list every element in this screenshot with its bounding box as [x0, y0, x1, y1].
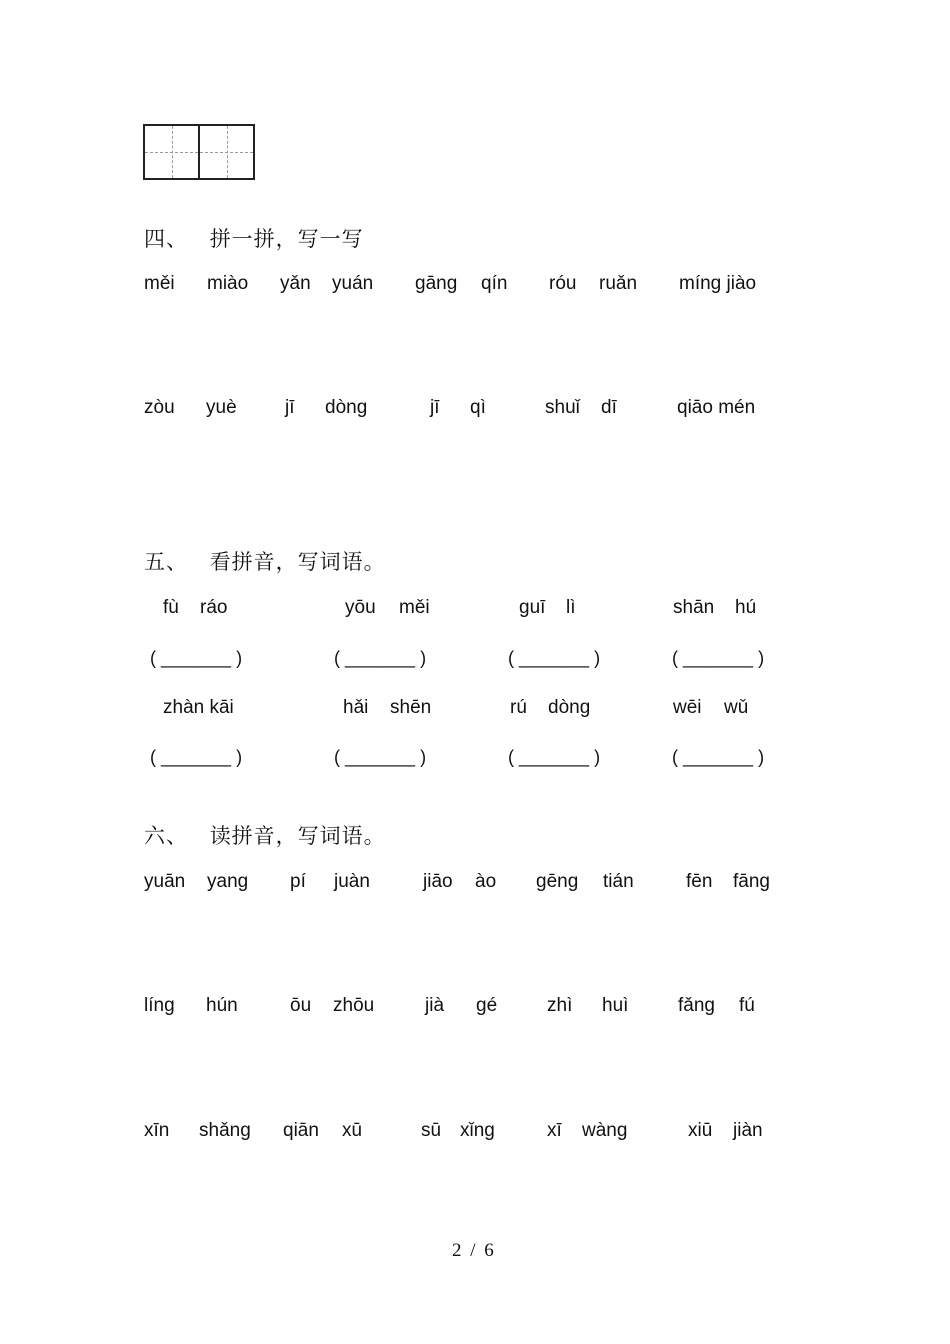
pinyin-syllable: yǎn — [280, 273, 311, 294]
pinyin-syllable: shuǐ — [545, 397, 580, 418]
pinyin-syllable: wǔ — [724, 697, 749, 718]
section-title: 拼一拼，写一写 — [209, 227, 364, 251]
pinyin-syllable: fāng — [733, 871, 770, 892]
pinyin-syllable: hǎi — [343, 697, 369, 718]
answer-blank[interactable]: ( _______ ) — [150, 648, 243, 668]
pinyin-syllable: yuè — [206, 397, 237, 418]
pinyin-syllable: ào — [475, 871, 497, 892]
pinyin-syllable: fēn — [686, 871, 713, 892]
pinyin-syllable: gé — [476, 995, 498, 1016]
pinyin-syllable: fǎng — [678, 995, 715, 1016]
pinyin-syllable: yuān — [144, 871, 186, 892]
pinyin-syllable: shǎng — [199, 1120, 251, 1141]
section-6-heading — [144, 820, 386, 850]
section-number: 五、 — [144, 550, 188, 574]
pinyin-syllable: zhàn kāi — [163, 697, 234, 718]
pinyin-syllable: xū — [342, 1120, 363, 1141]
pinyin-syllable: zòu — [144, 397, 175, 418]
pinyin-syllable: jī — [285, 397, 295, 418]
pinyin-syllable: ōu — [290, 995, 312, 1016]
section-number: 四、 — [144, 227, 188, 251]
pinyin-syllable: tián — [603, 871, 634, 892]
pinyin-syllable: dī — [601, 397, 617, 418]
pinyin-syllable: qín — [481, 273, 508, 294]
section-title: 读拼音，写词语。 — [209, 824, 386, 848]
answer-blank[interactable]: ( _______ ) — [334, 648, 427, 668]
pinyin-syllable: huì — [602, 995, 629, 1016]
pinyin-syllable: lì — [566, 597, 576, 618]
pinyin-syllable: juàn — [334, 871, 370, 892]
answer-blank[interactable]: ( _______ ) — [672, 648, 765, 668]
writing-grid-cell — [198, 126, 253, 178]
pinyin-syllable: míng jiào — [679, 273, 757, 294]
pinyin-syllable: jiāo — [423, 871, 453, 892]
pinyin-syllable: zhōu — [333, 995, 375, 1016]
pinyin-syllable: líng — [144, 995, 175, 1016]
pinyin-syllable: miào — [207, 273, 249, 294]
pinyin-syllable: qiāo mén — [677, 397, 756, 418]
pinyin-syllable: gēng — [536, 871, 579, 892]
pinyin-syllable: shēn — [390, 697, 432, 718]
pinyin-syllable: yang — [207, 871, 249, 892]
pinyin-syllable: ráo — [200, 597, 228, 618]
pinyin-syllable: róu — [549, 273, 577, 294]
pinyin-syllable: dòng — [548, 697, 591, 718]
pinyin-syllable: jī — [430, 397, 440, 418]
pinyin-syllable: yuán — [332, 273, 374, 294]
pinyin-syllable: pí — [290, 871, 306, 892]
pinyin-syllable: shān — [673, 597, 715, 618]
section-5-heading — [144, 546, 386, 576]
answer-blank[interactable]: ( _______ ) — [150, 747, 243, 767]
pinyin-syllable: gāng — [415, 273, 458, 294]
pinyin-syllable: hún — [206, 995, 238, 1016]
answer-blank[interactable]: ( _______ ) — [334, 747, 427, 767]
page-number: 2 / 6 — [452, 1240, 496, 1261]
pinyin-syllable: fù — [163, 597, 179, 618]
pinyin-syllable: ruǎn — [599, 273, 638, 294]
pinyin-syllable: jiàn — [733, 1120, 763, 1141]
pinyin-syllable: xiū — [688, 1120, 713, 1141]
section-title: 看拼音，写词语。 — [209, 550, 386, 574]
pinyin-syllable: xǐng — [460, 1120, 495, 1141]
pinyin-syllable: qiān — [283, 1120, 319, 1141]
answer-blank[interactable]: ( _______ ) — [508, 648, 601, 668]
pinyin-syllable: sū — [421, 1120, 442, 1141]
pinyin-syllable: měi — [399, 597, 430, 618]
pinyin-syllable: hú — [735, 597, 757, 618]
pinyin-syllable: zhì — [547, 995, 573, 1016]
pinyin-syllable: guī — [519, 597, 546, 618]
answer-blank[interactable]: ( _______ ) — [672, 747, 765, 767]
pinyin-syllable: jià — [425, 995, 445, 1016]
writing-grid-cell — [145, 126, 198, 178]
pinyin-syllable: xī — [547, 1120, 562, 1141]
pinyin-syllable: dòng — [325, 397, 368, 418]
pinyin-syllable: rú — [510, 697, 527, 718]
pinyin-syllable: wēi — [673, 697, 702, 718]
pinyin-syllable: qì — [470, 397, 486, 418]
pinyin-syllable: měi — [144, 273, 175, 294]
pinyin-syllable: xīn — [144, 1120, 170, 1141]
section-4-heading — [144, 223, 364, 253]
writing-grid — [143, 124, 255, 180]
pinyin-syllable: fú — [739, 995, 755, 1016]
pinyin-syllable: yōu — [345, 597, 376, 618]
section-number: 六、 — [144, 824, 188, 848]
answer-blank[interactable]: ( _______ ) — [508, 747, 601, 767]
pinyin-syllable: wàng — [582, 1120, 628, 1141]
